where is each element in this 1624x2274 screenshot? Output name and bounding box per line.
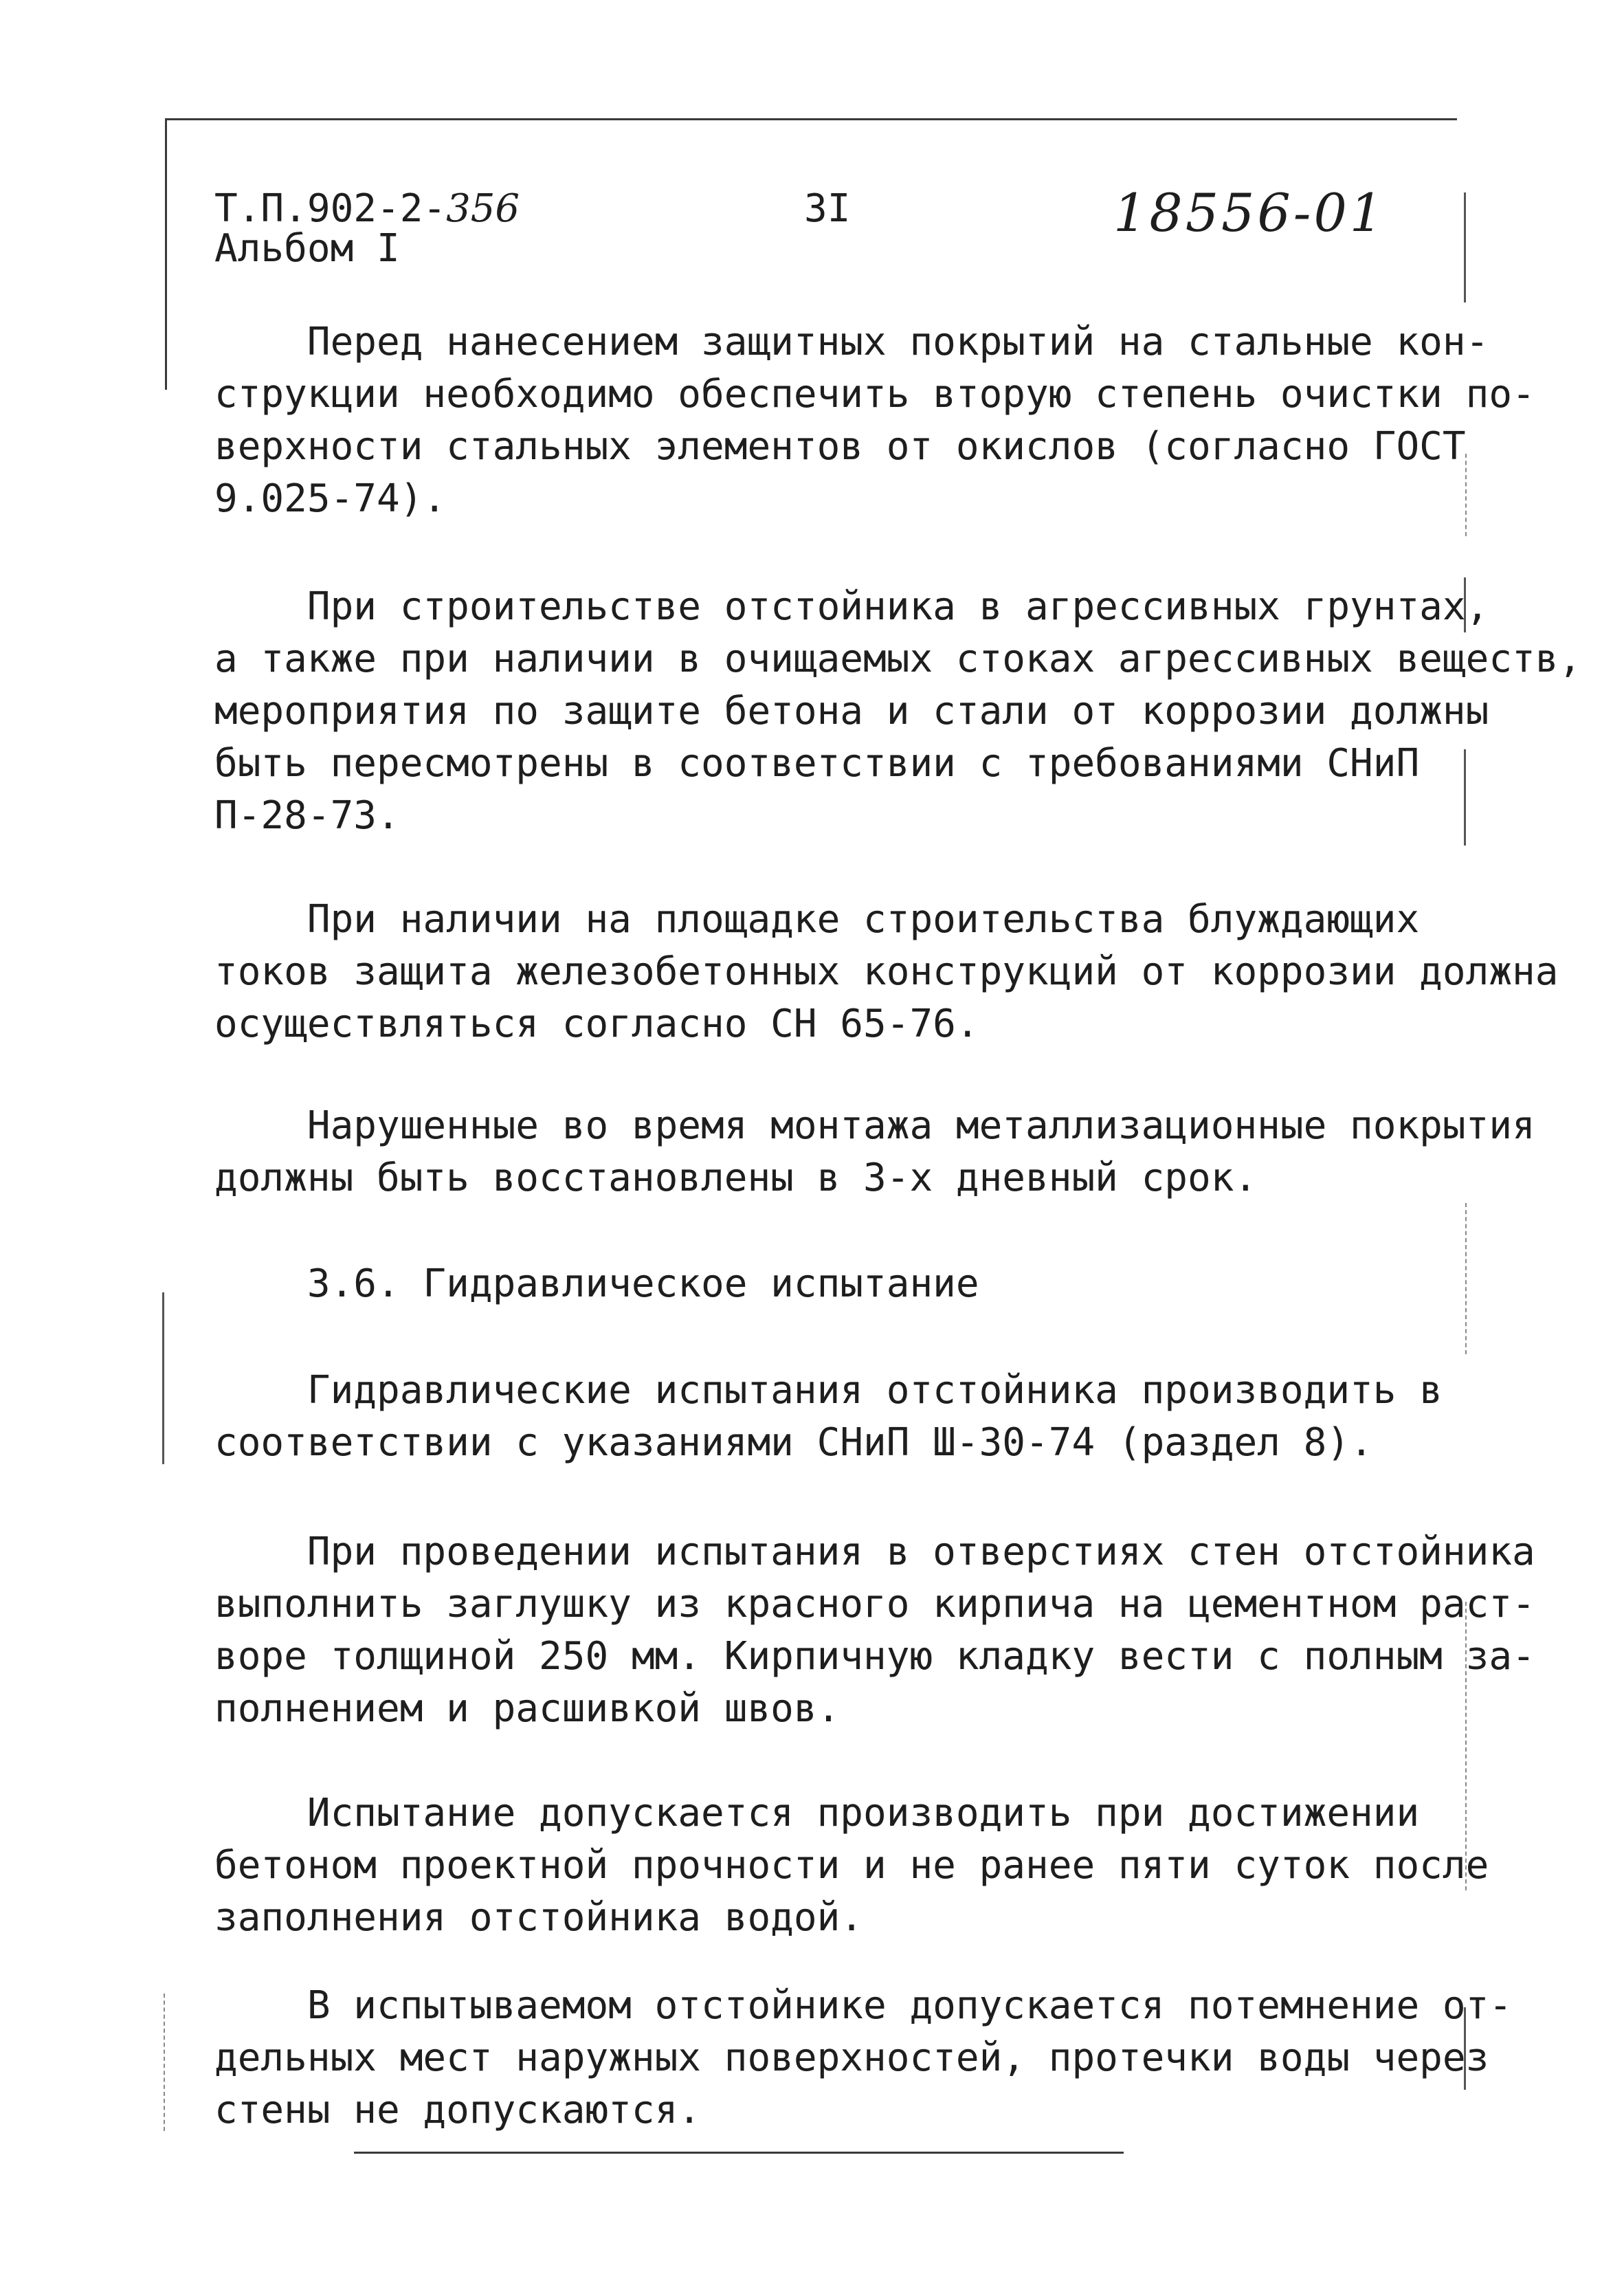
paragraph-line: В испытываемом отстойнике допускается потемнение от-	[214, 1983, 1513, 2028]
paragraph	[214, 894, 1559, 1050]
paragraph-line: а также при наличии в очищаемых стоках агрессивных веществ,	[214, 637, 1582, 681]
page-number: 3I	[804, 186, 851, 231]
paragraph-line: верхности стальных элементов от окислов (согласно ГОСТ	[214, 424, 1466, 469]
paragraph-line: При наличии на площадке строительства блуждающих	[214, 897, 1420, 942]
paragraph-line: дельных мест наружных поверхностей, протечки воды через	[214, 2035, 1489, 2080]
registration-number: 18556-01	[1113, 182, 1386, 243]
doc-code-handwritten: 356	[446, 186, 520, 231]
paragraph	[214, 1980, 1513, 2137]
paragraph-line: бетоном проектной прочности и не ранее пяти суток после	[214, 1843, 1489, 1888]
margin-scan-line	[1464, 192, 1466, 302]
paragraph-line: 9.025-74).	[214, 476, 447, 521]
paragraph-line: П-28-73.	[214, 793, 400, 838]
paragraph-line: выполнить заглушку из красного кирпича на цементном раст-	[214, 1582, 1535, 1626]
paragraph-line: мероприятия по защите бетона и стали от коррозии должны	[214, 689, 1489, 733]
paragraph-line: воре толщиной 250 мм. Кирпичную кладку вести с полным за-	[214, 1634, 1535, 1679]
paragraph-line: токов защита железобетонных конструкций от коррозии должна	[214, 949, 1559, 994]
paragraph-line: осуществляться согласно СН 65-76.	[214, 1002, 979, 1046]
paragraph	[214, 1100, 1535, 1204]
paragraph-line: При строительстве отстойника в агрессивных грунтах,	[214, 584, 1489, 629]
paragraph-line: стены не допускаются.	[214, 2088, 702, 2132]
paragraph-line: струкции необходимо обеспечить вторую степень очистки по-	[214, 372, 1535, 417]
paragraph	[214, 1365, 1486, 1469]
paragraph-line: заполнения отстойника водой.	[214, 1895, 864, 1940]
paragraph-line: полнением и расшивкой швов.	[214, 1686, 841, 1731]
paragraph-line: 3.6. Гидравлическое испытание	[214, 1261, 979, 1306]
paragraph-line: Перед нанесением защитных покрытий на стальные кон-	[214, 320, 1489, 364]
paragraph	[214, 1787, 1489, 1944]
doc-code-typed: Т.П.902-2-	[214, 186, 447, 231]
margin-scan-line	[164, 1994, 165, 2131]
paragraph-line: должны быть восстановлены в 3-х дневный срок.	[214, 1156, 1258, 1200]
paragraph	[214, 316, 1535, 525]
paragraph-line: Гидравлические испытания отстойника производить в	[214, 1368, 1443, 1413]
frame-top-border	[165, 118, 1457, 120]
paragraph-line: Испытание допускается производить при достижении	[214, 1791, 1420, 1835]
paragraph-line: соответствии с указаниями СНиП Ш-30-74 (раздел 8).	[214, 1420, 1373, 1465]
paragraph	[214, 1526, 1535, 1735]
paragraph	[214, 581, 1582, 842]
paragraph-line: Нарушенные во время монтажа металлизационные покрытия	[214, 1103, 1535, 1148]
margin-scan-line	[162, 1292, 164, 1464]
album-label: Альбом I	[214, 226, 400, 271]
paragraph-line: При проведении испытания в отверстиях стен отстойника	[214, 1530, 1535, 1574]
doc-code	[214, 187, 520, 231]
frame-left-border	[165, 118, 167, 390]
paragraph	[214, 1258, 1486, 1310]
bottom-rule	[354, 2152, 1124, 2154]
paragraph-line: быть пересмотрены в соответствии с требованиями СНиП	[214, 741, 1420, 786]
